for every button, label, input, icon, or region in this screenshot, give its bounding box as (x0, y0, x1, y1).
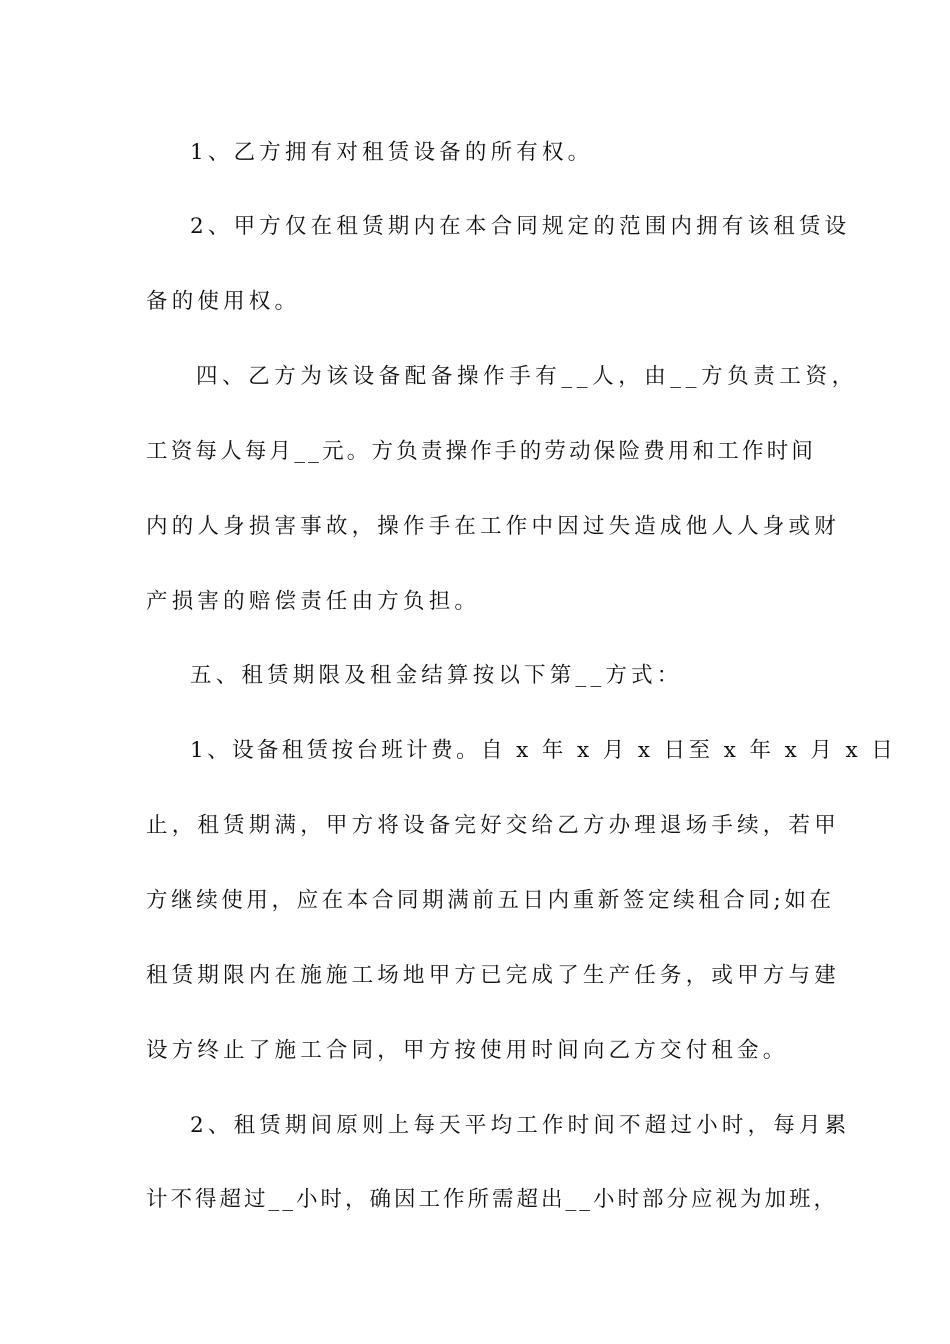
paragraph-line-3: 备的使用权。 (146, 289, 301, 314)
paragraph-line-8: 五、租赁期限及租金结算按以下第__方式： (190, 663, 683, 688)
paragraph-line-15: 计不得超过__小时，确因工作所需超出__小时部分应视为加班， (146, 1187, 839, 1212)
paragraph-line-12: 租赁期限内在施施工场地甲方已完成了生产任务，或甲方与建 (146, 963, 840, 988)
paragraph-line-9: 1、设备租赁按台班计费。自 x 年 x 月 x 日至 x 年 x 月 x 日 (190, 738, 897, 763)
paragraph-line-6: 内的人身损害事故，操作手在工作中因过失造成他人人身或财 (146, 514, 840, 539)
paragraph-line-11: 方继续使用，应在本合同期满前五日内重新签定续租合同;如在 (146, 888, 835, 913)
paragraph-line-4: 四、乙方为该设备配备操作手有__人，由__方负责工资， (196, 364, 858, 389)
paragraph-line-14: 2、租赁期间原则上每天平均工作时间不超过小时，每月累 (190, 1113, 851, 1138)
paragraph-line-10: 止，租赁期满，甲方将设备完好交给乙方办理退场手续，若甲 (146, 813, 840, 838)
paragraph-line-7: 产损害的赔偿责任由方负担。 (146, 589, 481, 614)
paragraph-line-1: 1、乙方拥有对租赁设备的所有权。 (190, 140, 594, 165)
paragraph-line-2: 2、甲方仅在租赁期内在本合同规定的范围内拥有该租赁设 (190, 214, 851, 239)
paragraph-line-5: 工资每人每月__元。方负责操作手的劳动保险费用和工作时间 (146, 439, 817, 464)
paragraph-line-13: 设方终止了施工合同，甲方按使用时间向乙方交付租金。 (146, 1038, 789, 1063)
